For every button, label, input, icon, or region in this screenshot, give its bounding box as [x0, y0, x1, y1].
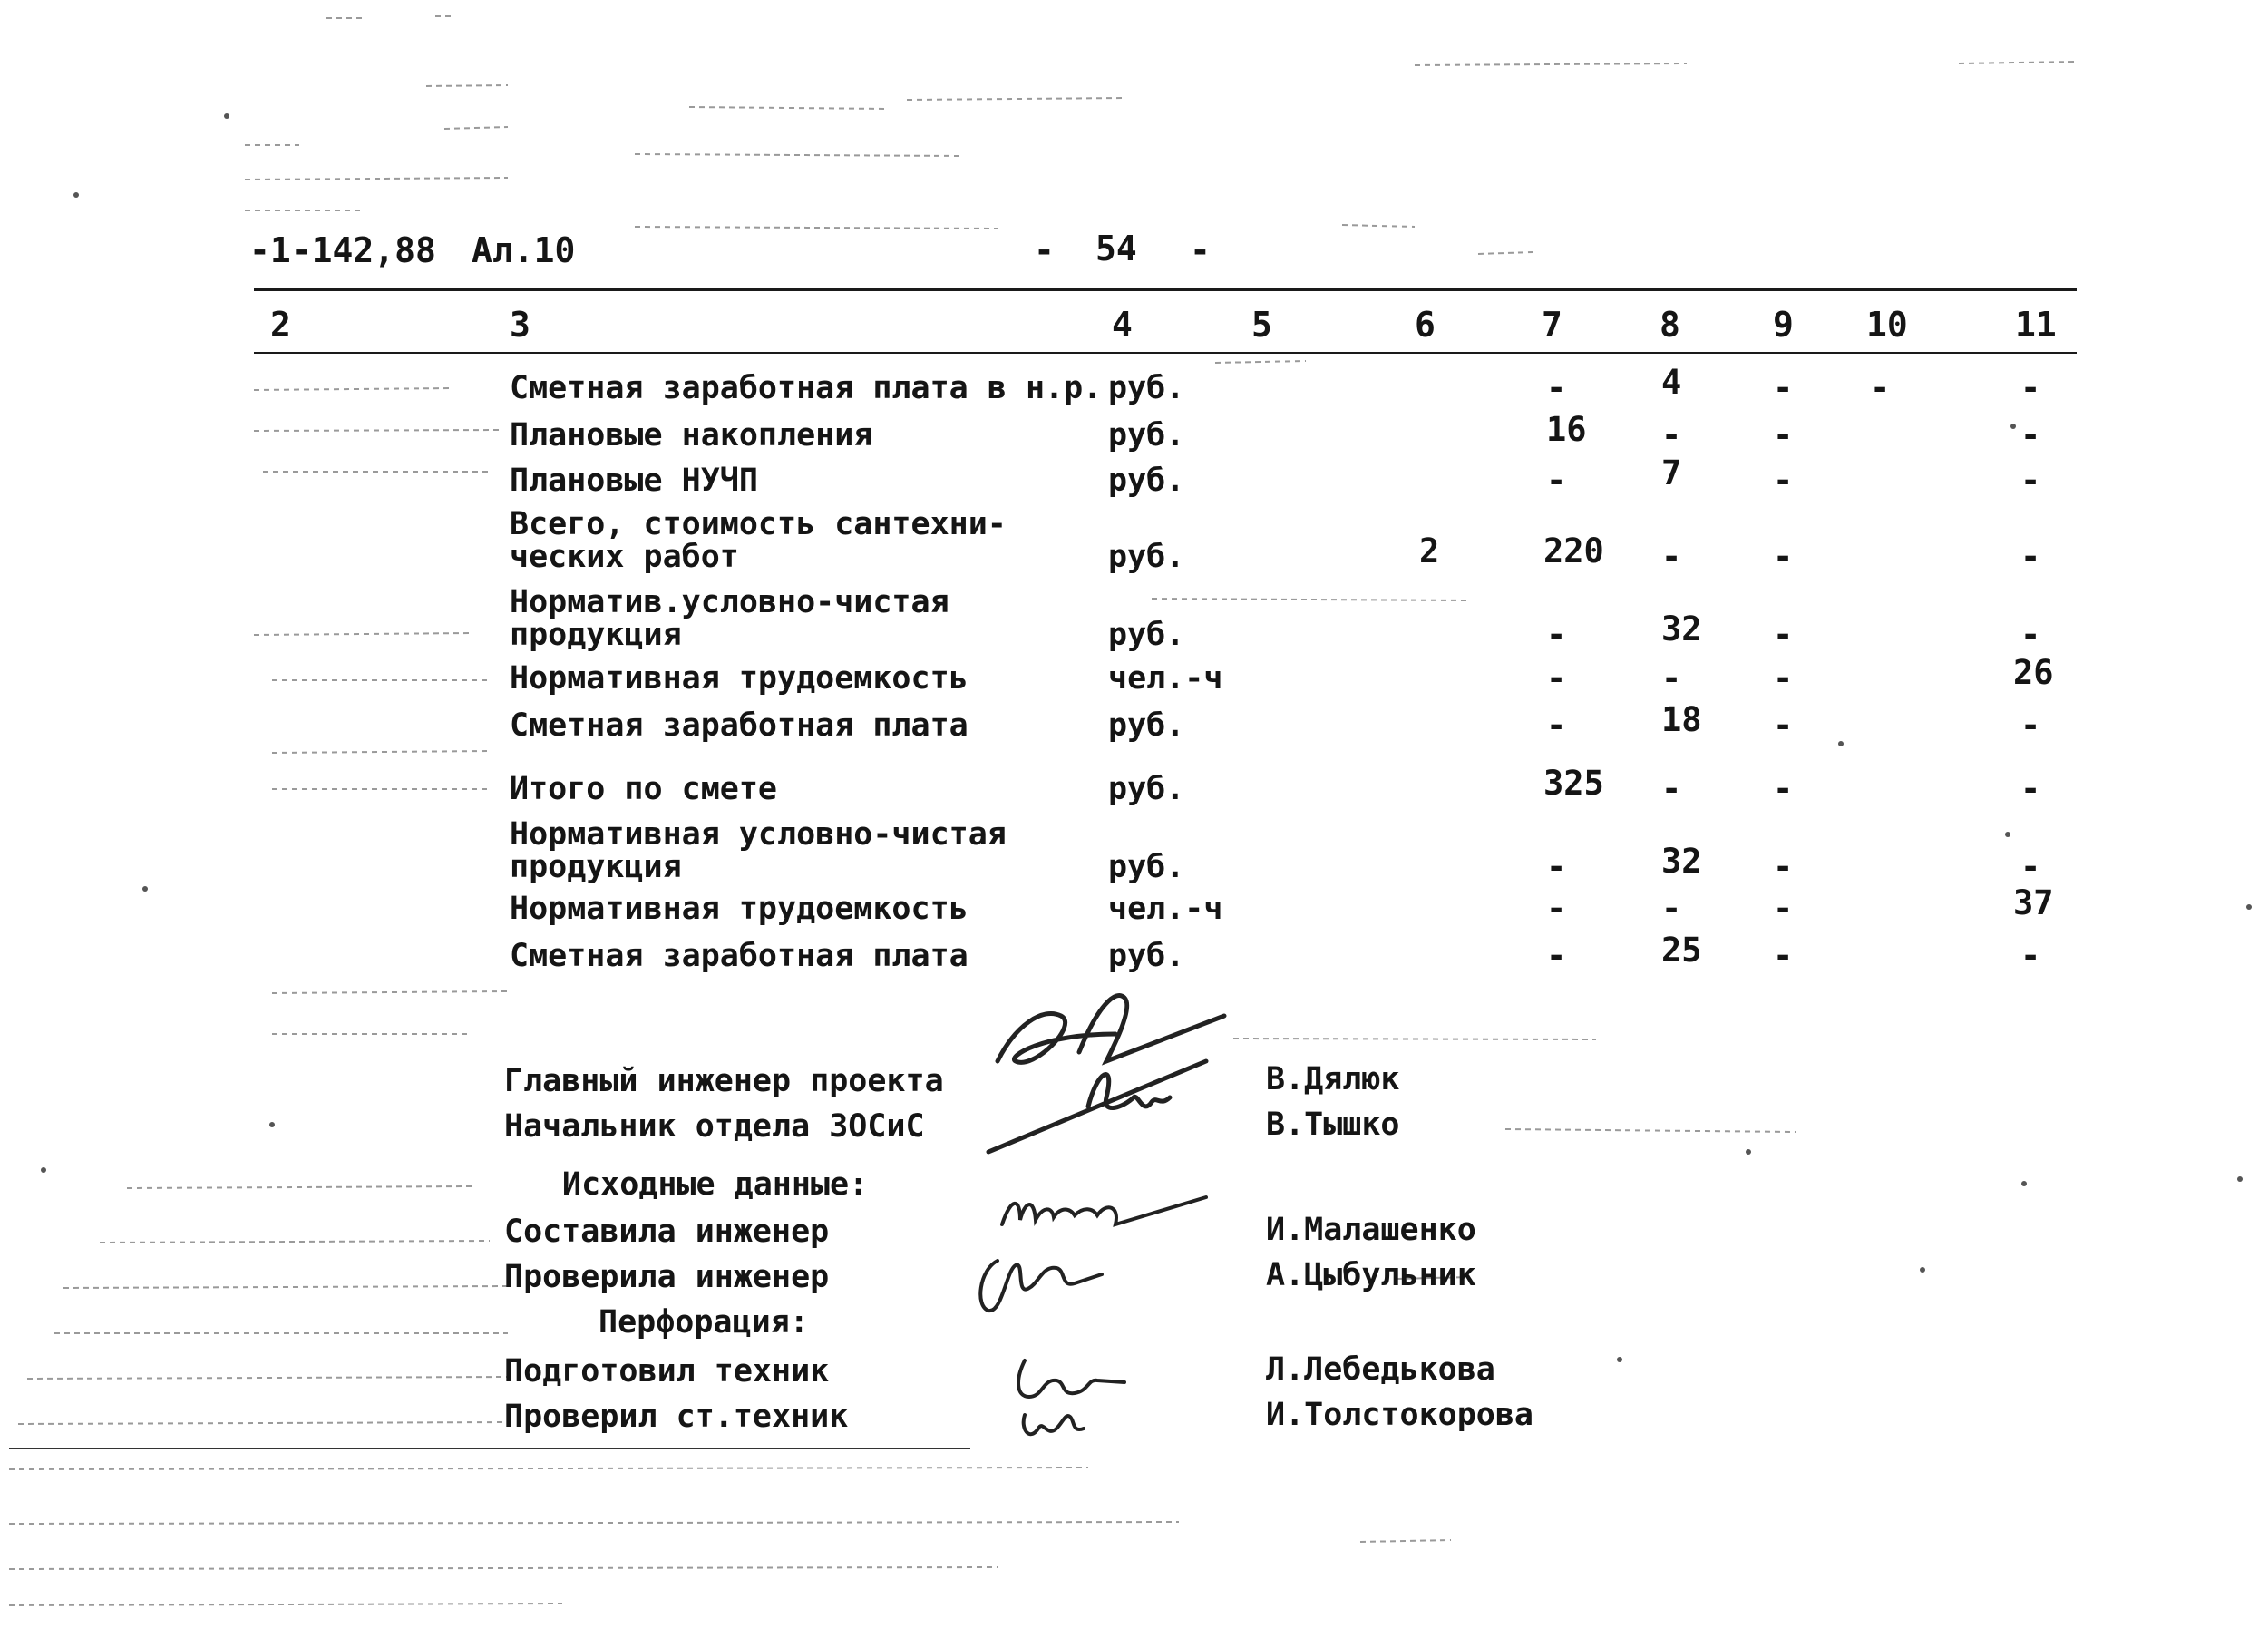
cell-col9: - — [1773, 415, 1794, 454]
checked-name: А.Цыбульник — [1266, 1257, 1476, 1293]
chief-engineer-name: В.Дялюк — [1266, 1061, 1400, 1097]
cell-col9: - — [1773, 706, 1794, 745]
cell-col7: - — [1546, 368, 1567, 407]
cell-col11: - — [2020, 368, 2041, 407]
cell-col7: - — [1546, 658, 1567, 697]
column-number-4: 4 — [1112, 305, 1133, 345]
row-unit: руб. — [1108, 771, 1185, 807]
cell-col8: - — [1661, 415, 1682, 454]
row-name-line2: продукция — [510, 849, 682, 885]
cell-col10: - — [1870, 368, 1891, 407]
cell-col9: - — [1773, 368, 1794, 407]
cell-col11: 26 — [2013, 653, 2054, 692]
compiled-role: Составила инженер — [504, 1214, 830, 1250]
cell-col11: - — [2020, 936, 2041, 975]
cell-col9: - — [1773, 537, 1794, 576]
row-name-line2: продукция — [510, 617, 682, 653]
page-dash-right: - — [1190, 230, 1211, 270]
page-dash-left: - — [1034, 230, 1055, 270]
row-name-line1: Нормативная условно-чистая — [510, 816, 1007, 853]
row-unit: чел.-ч — [1108, 660, 1223, 697]
prepared-name: Л.Лебедькова — [1266, 1351, 1495, 1388]
row-unit: руб. — [1108, 617, 1185, 653]
column-number-10: 10 — [1866, 305, 1908, 345]
row-name: Нормативная трудоемкость — [510, 660, 969, 697]
signature-department-head — [979, 1052, 1215, 1170]
cell-col9: - — [1773, 769, 1794, 808]
row-unit: руб. — [1108, 539, 1185, 575]
document-code: -1-142,88 — [249, 230, 436, 270]
column-number-3: 3 — [510, 305, 530, 345]
cell-col11: - — [2020, 769, 2041, 808]
chief-engineer-role: Главный инженер проекта — [504, 1063, 944, 1099]
cell-col9: - — [1773, 615, 1794, 654]
row-unit: руб. — [1108, 938, 1185, 974]
column-number-2: 2 — [270, 305, 291, 345]
cell-col9: - — [1773, 461, 1794, 500]
checked-senior-name: И.Толстокорова — [1266, 1397, 1534, 1433]
cell-col8: 25 — [1661, 931, 1702, 970]
cell-col11: - — [2020, 461, 2041, 500]
album-number: Ал.10 — [472, 230, 576, 270]
bottom-rule — [9, 1448, 970, 1449]
cell-col8: 7 — [1661, 453, 1682, 492]
page-number: 54 — [1095, 229, 1137, 268]
column-number-11: 11 — [2015, 305, 2057, 345]
cell-col11: - — [2020, 706, 2041, 745]
cell-col8: - — [1661, 658, 1682, 697]
cell-col11: 37 — [2013, 883, 2054, 922]
cell-col8: 32 — [1661, 609, 1702, 648]
header-rule-top — [254, 288, 2077, 291]
column-number-5: 5 — [1251, 305, 1272, 345]
row-unit: руб. — [1108, 849, 1185, 885]
cell-col8: - — [1661, 769, 1682, 808]
row-name-line1: Всего, стоимость сантехни- — [510, 506, 1007, 542]
row-name: Плановые НУЧП — [510, 463, 758, 499]
signature-checked — [961, 1234, 1124, 1324]
row-unit: руб. — [1108, 370, 1185, 406]
cell-col9: - — [1773, 936, 1794, 975]
source-data-heading: Исходные данные: — [562, 1166, 869, 1203]
cell-col7: - — [1546, 461, 1567, 500]
row-name: Итого по смете — [510, 771, 778, 807]
row-name-line1: Норматив.условно-чистая — [510, 584, 949, 620]
row-name: Сметная заработная плата — [510, 938, 969, 974]
cell-col8: 18 — [1661, 700, 1702, 739]
cell-col11: - — [2020, 615, 2041, 654]
cell-col7: - — [1546, 847, 1567, 886]
cell-col11: - — [2020, 847, 2041, 886]
cell-col8: 32 — [1661, 842, 1702, 881]
cell-col7: 220 — [1543, 531, 1604, 570]
cell-col9: - — [1773, 658, 1794, 697]
cell-col8: - — [1661, 537, 1682, 576]
row-name: Сметная заработная плата в н.р. — [510, 370, 1103, 406]
row-unit: руб. — [1108, 417, 1185, 453]
row-name: Плановые накопления — [510, 417, 873, 453]
row-name-line2: ческих работ — [510, 539, 739, 575]
compiled-name: И.Малашенко — [1266, 1212, 1476, 1248]
header-rule-bottom — [254, 352, 2077, 354]
checked-role: Проверила инженер — [504, 1259, 830, 1295]
row-unit: чел.-ч — [1108, 891, 1223, 927]
cell-col11: - — [2020, 415, 2041, 454]
cell-col8: 4 — [1661, 363, 1682, 402]
cell-col7: - — [1546, 706, 1567, 745]
row-name: Сметная заработная плата — [510, 707, 969, 744]
row-unit: руб. — [1108, 707, 1185, 744]
cell-col7: - — [1546, 889, 1567, 928]
cell-col7: 16 — [1546, 410, 1587, 449]
cell-col7: - — [1546, 615, 1567, 654]
cell-col11: - — [2020, 537, 2041, 576]
column-number-8: 8 — [1660, 305, 1680, 345]
prepared-role: Подготовил техник — [504, 1353, 830, 1390]
column-number-9: 9 — [1773, 305, 1794, 345]
cell-col7: - — [1546, 936, 1567, 975]
cell-col8: - — [1661, 889, 1682, 928]
department-head-role: Начальник отдела ЗОСиС — [504, 1108, 925, 1145]
cell-col9: - — [1773, 847, 1794, 886]
checked-senior-role: Проверил ст.техник — [504, 1399, 849, 1435]
cell-col7: 325 — [1543, 764, 1604, 803]
column-number-6: 6 — [1415, 305, 1436, 345]
cell-col6: 2 — [1419, 531, 1440, 570]
perforation-heading: Перфорация: — [599, 1304, 809, 1341]
column-number-7: 7 — [1542, 305, 1562, 345]
cell-col9: - — [1773, 889, 1794, 928]
department-head-name: В.Тышко — [1266, 1107, 1400, 1143]
row-name: Нормативная трудоемкость — [510, 891, 969, 927]
row-unit: руб. — [1108, 463, 1185, 499]
signature-prepared-and-checked-senior — [1007, 1342, 1143, 1451]
